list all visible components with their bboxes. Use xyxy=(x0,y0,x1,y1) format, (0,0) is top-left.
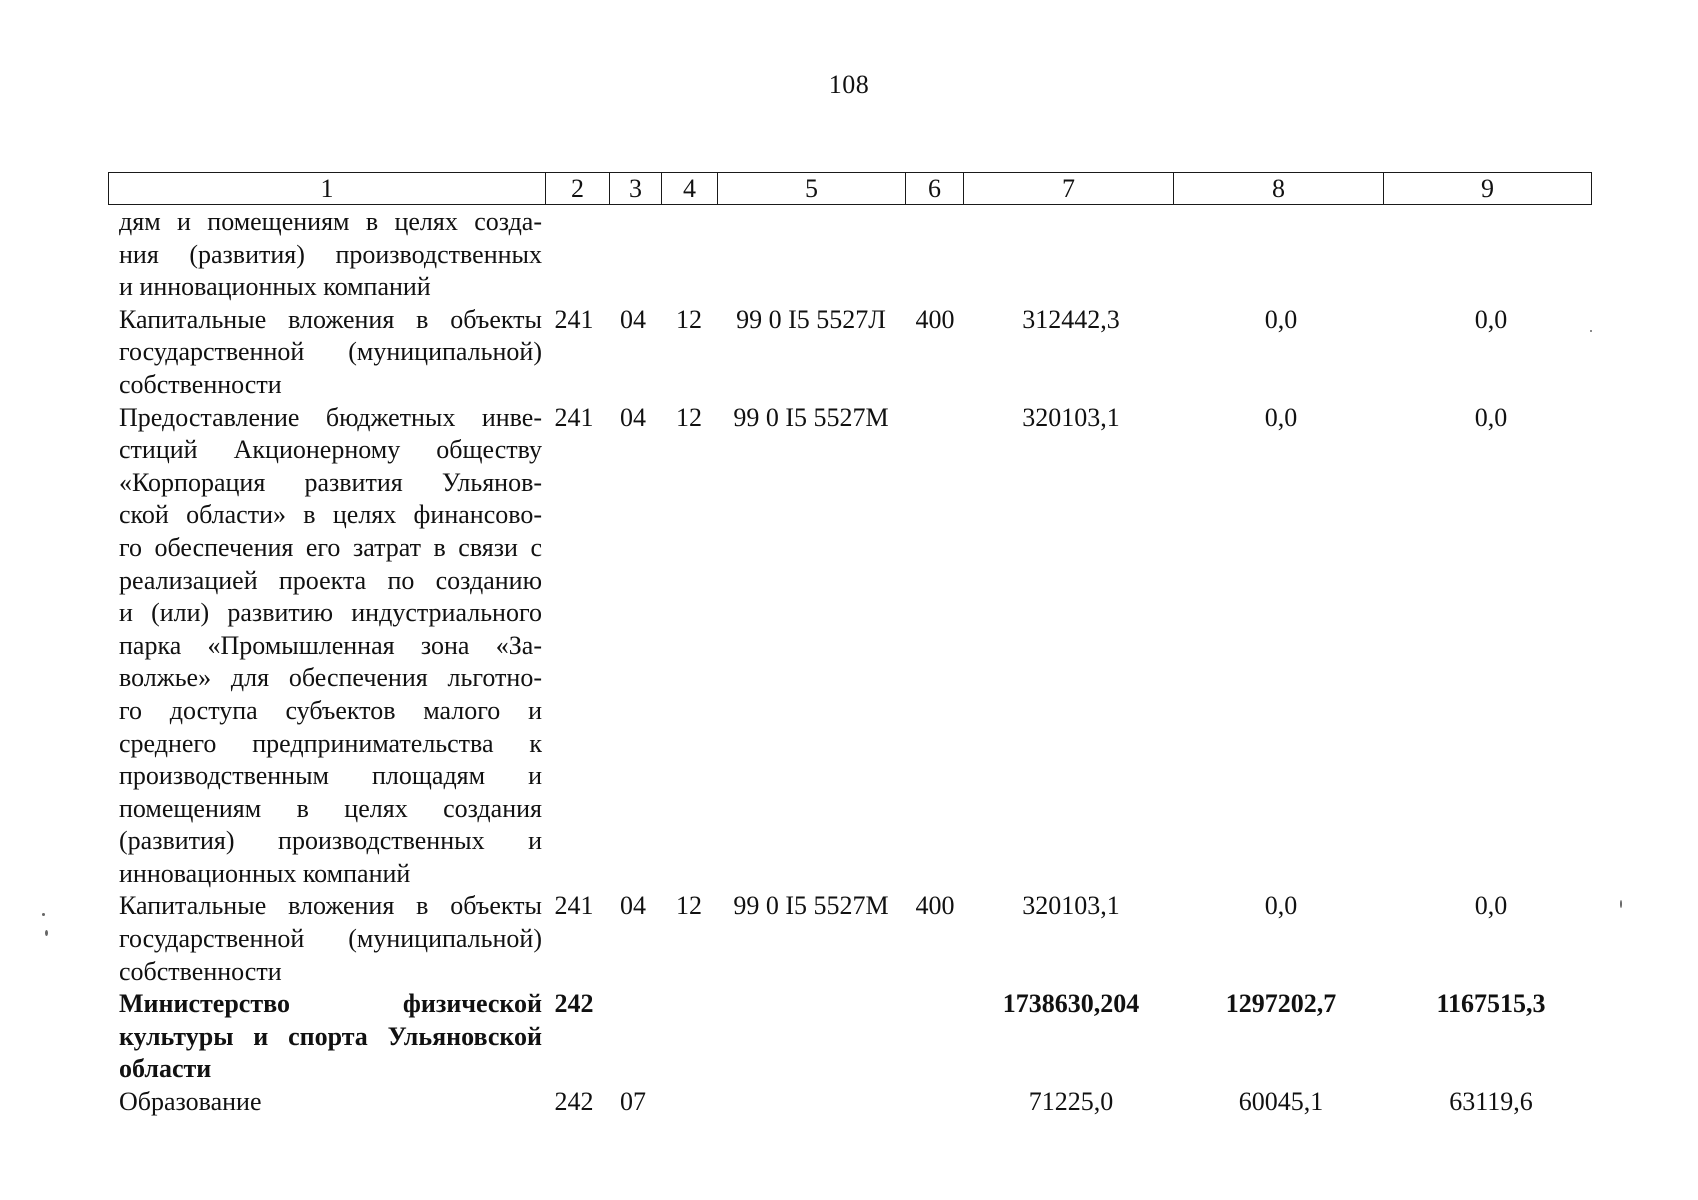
table-row xyxy=(108,1086,1590,1119)
row-col-2: 242 xyxy=(554,1087,594,1117)
scan-speck xyxy=(45,930,48,936)
row-col-2: 241 xyxy=(554,402,594,432)
row-name-line: стиций Акционерному обществу xyxy=(119,435,542,465)
row-col-3: 07 xyxy=(620,1087,646,1117)
row-col-5: 99 0 I5 5527М xyxy=(733,891,889,921)
row-col-8: 1297202,7 xyxy=(1225,989,1337,1019)
table-row xyxy=(108,890,1590,988)
column-header-1: 1 xyxy=(109,173,546,205)
row-name-cell xyxy=(108,988,544,1086)
row-col-2: 242 xyxy=(554,989,594,1019)
row-name-line: и (или) развитию индустриального xyxy=(119,598,542,628)
row-name-line: собственности xyxy=(119,369,282,399)
row-name-cell xyxy=(108,1086,544,1119)
row-name-line: ния (развития) производственных xyxy=(119,239,542,269)
row-name-line: (развития) производственных и xyxy=(119,826,542,856)
row-name-line: реализацией проекта по созданию xyxy=(119,565,542,595)
row-col-3: 04 xyxy=(620,304,646,334)
row-name-line: помещениям в целях создания xyxy=(119,793,542,823)
table-row xyxy=(108,206,1590,304)
row-col-7: 312442,3 xyxy=(1022,304,1120,334)
row-name-line: области xyxy=(119,1054,212,1084)
row-col-8: 60045,1 xyxy=(1238,1087,1324,1117)
row-name-line: Капитальные вложения в объекты xyxy=(119,891,542,921)
column-header-8: 8 xyxy=(1174,173,1384,205)
row-col-7: 1738630,204 xyxy=(1002,989,1140,1019)
row-name-line: собственности xyxy=(119,956,282,986)
row-col-3: 04 xyxy=(620,402,646,432)
row-col-5: 99 0 I5 5527М xyxy=(733,402,889,432)
row-name-line: парка «Промышленная зона «За- xyxy=(119,630,542,660)
row-name-line: Образование xyxy=(119,1087,262,1117)
page-number: 108 xyxy=(828,70,870,99)
row-col-7: 320103,1 xyxy=(1022,891,1120,921)
scan-speck xyxy=(1590,330,1592,332)
row-name-line: культуры и спорта Ульяновской xyxy=(119,1021,542,1051)
column-header-6: 6 xyxy=(906,173,964,205)
row-name-line: Предоставление бюджетных инве- xyxy=(119,402,542,432)
row-col-8: 0,0 xyxy=(1264,304,1298,334)
row-col-9: 0,0 xyxy=(1474,304,1508,334)
column-header-2: 2 xyxy=(546,173,610,205)
row-name-line: го обеспечения его затрат в связи с xyxy=(119,532,542,562)
row-name-line: государственной (муниципальной) xyxy=(119,337,542,367)
table-body xyxy=(108,206,1590,1119)
row-col-8: 0,0 xyxy=(1264,402,1298,432)
column-header-3: 3 xyxy=(610,173,662,205)
row-col-9: 0,0 xyxy=(1474,402,1508,432)
row-name-line: волжье» для обеспечения льготно- xyxy=(119,663,542,693)
row-name-line: дям и помещениям в целях созда- xyxy=(119,207,542,236)
row-col-2: 241 xyxy=(554,891,594,921)
column-header-5: 5 xyxy=(718,173,906,205)
row-col-5: 99 0 I5 5527Л xyxy=(736,304,886,334)
table-row xyxy=(108,402,1590,891)
row-col-7: 71225,0 xyxy=(1028,1087,1114,1117)
header-row xyxy=(109,173,1592,205)
row-name-line: и инновационных компаний xyxy=(119,272,431,302)
table-row xyxy=(108,304,1590,402)
table-row xyxy=(108,988,1590,1086)
row-col-9: 63119,6 xyxy=(1449,1087,1533,1117)
row-col-9: 0,0 xyxy=(1474,891,1508,921)
row-name-cell xyxy=(108,304,544,402)
row-name-line: инновационных компаний xyxy=(119,858,411,888)
row-col-2: 241 xyxy=(554,304,594,334)
row-col-4: 12 xyxy=(676,891,702,921)
row-name-cell xyxy=(108,890,544,988)
row-name-line: Капитальные вложения в объекты xyxy=(119,304,542,334)
row-col-4: 12 xyxy=(676,304,702,334)
column-header-table xyxy=(108,172,1592,205)
row-name-cell xyxy=(108,402,544,891)
row-col-7: 320103,1 xyxy=(1022,402,1120,432)
row-name-cell xyxy=(108,206,544,304)
scan-speck xyxy=(42,913,45,916)
column-header-4: 4 xyxy=(662,173,718,205)
row-col-6: 400 xyxy=(915,891,955,921)
row-col-9: 1167515,3 xyxy=(1436,989,1546,1019)
row-col-6: 400 xyxy=(915,304,955,334)
row-name-line: го доступа субъектов малого и xyxy=(119,695,542,725)
row-col-3: 04 xyxy=(620,891,646,921)
column-header-9: 9 xyxy=(1384,173,1592,205)
row-name-line: Министерство физической xyxy=(119,989,542,1019)
row-name-line: среднего предпринимательства к xyxy=(119,728,542,758)
row-name-line: производственным площадям и xyxy=(119,761,542,791)
row-name-line: «Корпорация развития Ульянов- xyxy=(119,467,542,497)
row-col-4: 12 xyxy=(676,402,702,432)
row-col-8: 0,0 xyxy=(1264,891,1298,921)
column-header-7: 7 xyxy=(964,173,1174,205)
row-name-line: ской области» в целях финансово- xyxy=(119,500,542,530)
row-name-line: государственной (муниципальной) xyxy=(119,924,542,954)
scan-speck xyxy=(1620,900,1622,908)
